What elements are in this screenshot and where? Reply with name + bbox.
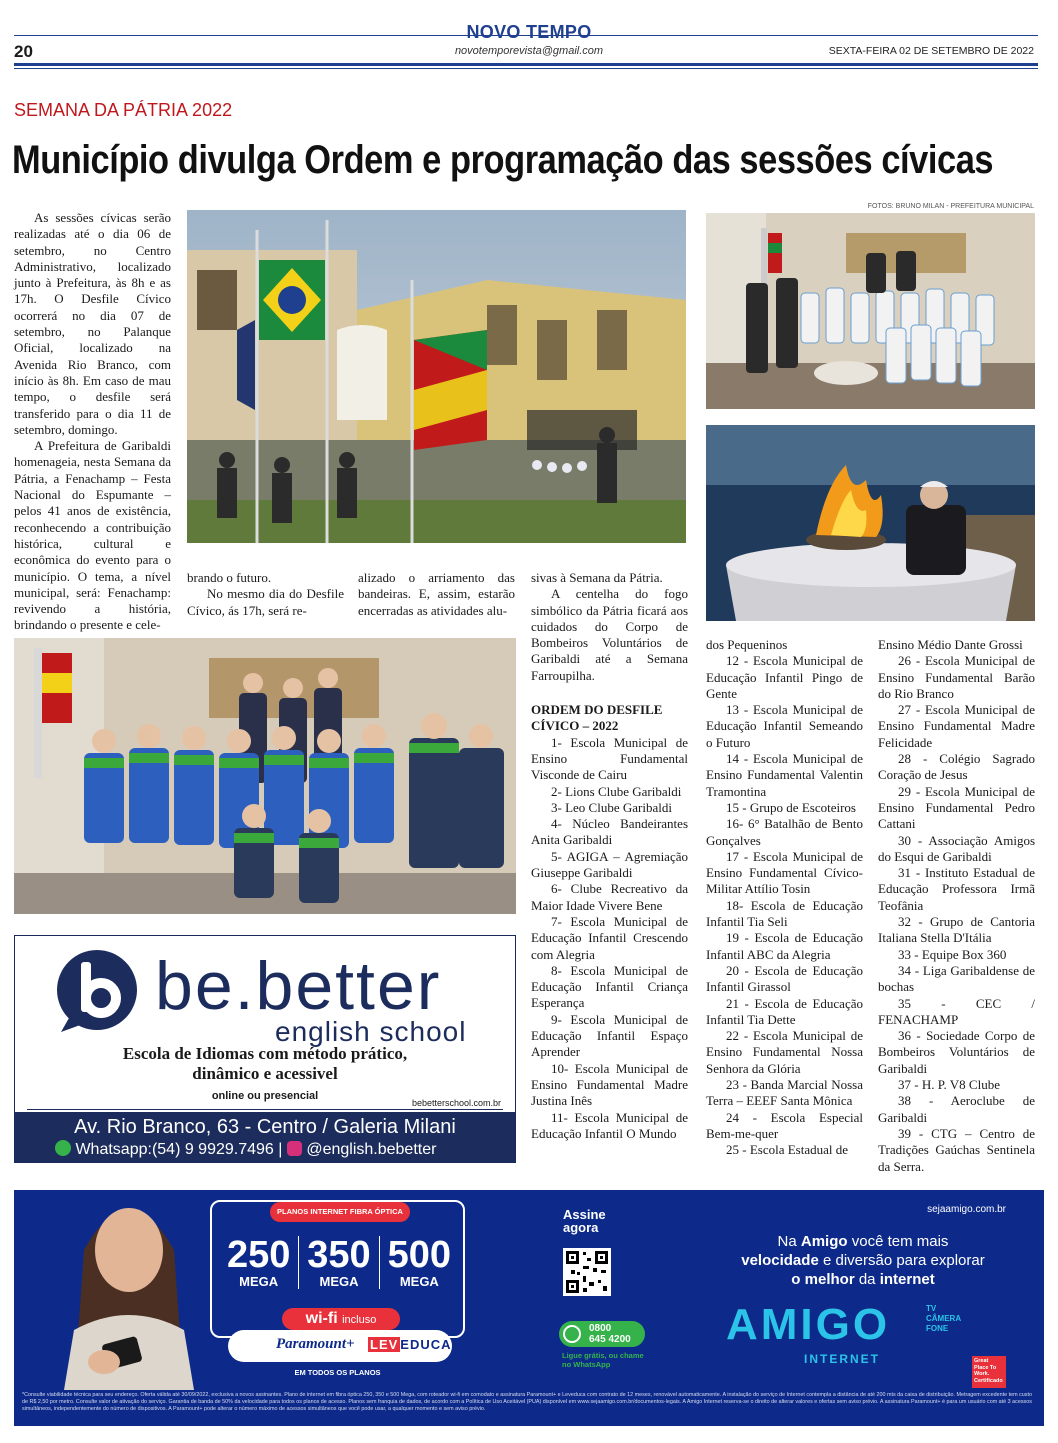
parade-list-item: 21 - Escola de Educação Infantil Tia Dette [706,995,863,1027]
plan-speed: 500 [387,1234,452,1276]
promo-3a: o [791,1271,805,1288]
photo-children-group [706,213,1035,409]
phone-line-1: 0800 [589,1323,612,1334]
partners-pill [228,1330,452,1362]
parade-list-item: Ensino Médio Dante Grossi [878,637,1023,652]
bebetter-tagline [15,1044,515,1084]
wifi-badge [282,1308,400,1330]
parade-list-item: 17 - Escola Municipal de Ensino Fundamental Cívico-Militar Attílio Tosin [706,848,863,897]
phone-line-2: 645 4200 [589,1334,631,1345]
promo-2a: velocidade [741,1252,819,1269]
wifi-suffix: incluso [342,1314,377,1326]
parade-list-item: 31 - Instituto Estadual de Educação Professora Irmã Teofânia [878,865,1035,913]
paragraph: No mesmo dia do Desfile Cívico, ás 17h, será re- [187,586,344,618]
section-kicker: SEMANA DA PÁTRIA 2022 [14,100,233,120]
partner-paramount: Paramount+ [276,1336,355,1352]
parade-list-item: 11- Escola Municipal de Educação Infantil O Mundo [531,1109,688,1141]
paragraph: As sessões cívicas serão realizadas até o dia 06 de setembro, no Centro Administrativo, localizado junto à Prefeitura, às 8h e as 17h. O Desfile Cívico ocorrerá no dia 07 de setembro, no Palanque Oficial, localizado na Avenida Rio Branco, com início às 8h. Em caso de mau tempo, o desfile será transferido para o dia 11 de setembro, domingo. [14,210,171,437]
list-title: ORDEM DO DESFILE CÍVICO – 2022 [531,702,663,734]
masthead-rule-thin [14,68,1038,69]
tagline-line-1: Escola de Idiomas com método prático, [122,1044,408,1063]
parade-list-item: 14 - Escola Municipal de Ensino Fundamental Valentin Tramontina [706,751,863,799]
bebetter-subtitle: english school [275,1016,467,1047]
promo-1b: Amigo [800,1233,848,1250]
plan-speed: 250 [226,1234,291,1276]
paragraph: sivas à Semana da Pátria. [531,570,663,585]
assine-line-2: agora [563,1220,599,1235]
promo-3b: melhor [804,1271,855,1288]
whatsapp-icon [55,1140,71,1156]
separator: | [278,1141,287,1158]
parade-list-item: 6- Clube Recreativo da Maior Idade Vivere Bene [531,881,688,913]
parade-list-item: 34 - Liga Garibaldense de bochas [878,962,1035,995]
service-tv: TV [926,1304,937,1313]
parade-list-item: 4- Núcleo Bandeirantes Anita Garibaldi [531,816,688,848]
plan-unit: MEGA [319,1274,359,1289]
parade-list-item: 25 - Escola Estadual de [726,1142,849,1158]
parade-list-part-1 [531,735,688,1142]
plans-label: PLANOS INTERNET FIBRA ÓPTICA [270,1202,410,1222]
bebetter-logo-icon [51,946,151,1034]
plan-unit: MEGA [239,1274,279,1289]
service-camera: CÂMERA [926,1314,962,1323]
parade-list-item: 12 - Escola Municipal de Educação Infantil Pingo de Gente [706,653,863,701]
publication-email[interactable]: novotemporevista@gmail.com [454,45,604,57]
article-column-1 [14,210,171,634]
qr-code-icon[interactable] [563,1248,611,1296]
all-plans-note: EM TODOS OS PLANOS [294,1368,381,1377]
parade-list-item: 3- Leo Clube Garibaldi [551,799,672,815]
parade-list-item: 15 - Grupo de Escoteiros [726,799,856,815]
woman-with-phone-illustration [44,1190,214,1390]
parade-list-item: 9- Escola Municipal de Educação Infantil Espaço Aprender [531,1011,688,1060]
parade-list-item: 7- Escola Municipal de Educação Infantil Crescendo com Alegria [531,913,688,962]
bebetter-instagram[interactable]: @english.bebetter [306,1141,437,1158]
bebetter-whatsapp[interactable]: Whatsapp:(54) 9 9929.7496 [75,1141,274,1158]
parade-list-item: 33 - Equipe Box 360 [898,946,1007,962]
phone-pill[interactable] [559,1321,645,1347]
parade-list-item: 37 - H. P. V8 Clube [898,1077,1000,1093]
parade-list-item: 29 - Escola Municipal de Ensino Fundamental Pedro Cattani [878,783,1035,832]
promo-2b: e diversão para explorar [818,1252,985,1269]
parade-list-item: 39 - CTG – Centro de Tradições Gaúchas Sentinela da Serra. [878,1125,1035,1174]
parade-list-item: 1- Escola Municipal de Ensino Fundamental Visconde de Cairu [531,734,688,783]
promo-3c: da [854,1271,880,1288]
parade-list-item: 24 - Escola Especial Bem-me-quer [706,1109,863,1141]
parade-list-item: 26 - Escola Municipal de Ensino Fundamental Barão do Rio Branco [878,653,1035,701]
bebetter-contact-bar [15,1112,515,1162]
partner-leveduca [368,1337,452,1352]
bebetter-divider [27,1109,503,1110]
students-capes-illustration [14,638,516,914]
amigo-promo [708,1232,1018,1289]
plan-speed: 350 [307,1234,371,1276]
promo-line-1 [708,1232,1018,1251]
amigo-logo: AMIGO [726,1300,891,1349]
phone-note: Ligue grátis, ou chame no WhatsApp [562,1351,644,1369]
article-column-6 [878,637,1035,1175]
leveduca-b: EDUCA [400,1337,452,1352]
flag-ceremony-illustration [187,210,686,543]
parade-list-item: 20 - Escola de Educação Infantil Girassol [706,962,863,995]
instagram-icon [287,1141,302,1156]
parade-list-item: 19 - Escola de Educação Infantil ABC da Alegria [706,930,863,962]
service-fone: FONE [926,1324,949,1333]
promo-1c: você tem mais [847,1233,949,1250]
ad-amigo-internet[interactable] [14,1190,1044,1390]
amigo-logo-sub: INTERNET [804,1352,880,1366]
parade-list-item: 2- Lions Clube Garibaldi [551,783,682,799]
parade-list-item: 32 - Grupo de Cantoria Italiana Stella D'Itália [878,914,1035,946]
article-column-2 [187,570,344,619]
plan-250[interactable] [219,1236,299,1289]
amigo-services [926,1304,961,1334]
tagline-line-2: dinâmico e acessivel [192,1064,338,1083]
parade-list-item: 18- Escola de Educação Infantil Tia Seli [706,897,863,930]
parade-list-item: 35 - CEC / FENACHAMP [878,995,1035,1027]
publication-date: SEXTA-FEIRA 02 DE SETEMBRO DE 2022 [828,45,1034,57]
parade-list-item: 10- Escola Municipal de Ensino Fundamental Madre Justina Inês [531,1060,688,1109]
assine-agora[interactable] [563,1208,606,1234]
parade-list-item: 8- Escola Municipal de Educação Infantil Criança Esperança [531,962,688,1011]
article-column-5 [706,637,863,1159]
parade-list-item: 36 - Sociedade Corpo de Bombeiros Voluntários de Garibaldi [878,1028,1035,1076]
parade-list-item: 23 - Banda Marcial Nossa Terra – EEEF Santa Mônica [706,1077,863,1109]
promo-1a: Na [777,1233,801,1250]
bebetter-address: Av. Rio Branco, 63 - Centro / Galeria Milani [74,1116,456,1138]
wifi-label: wi-fi [305,1310,338,1327]
parade-list-part-3 [878,637,1035,1175]
plan-unit: MEGA [399,1274,439,1289]
plans-row [219,1236,459,1289]
masthead-rule-thick [14,63,1038,66]
article-column-3 [358,570,515,619]
children-group-illustration [706,213,1035,409]
promo-3d: internet [879,1271,935,1288]
assine-line-1: Assine [563,1207,606,1222]
paragraph: brando o futuro. [187,570,272,585]
amigo-disclaimer: *Consulte viabilidade técnica para seu endereço. Oferta válida até 30/09/2022, exclusiva a novos assinantes. Plano de internet em fibra óptica 250, 350 e 500 Mega, com roteador wi-fi em comodato e assinatura Paramount+ e Leveduca com contrato de 12 meses, renovável automaticamente. A instalação do serviço de Internet contempla a distância de até 200 mts da caixa de distribuição. Metragem excedente tem custo de R$ 2,50 por metro. Consulte valor de ativação do serviço. Garantia de banda de 50% da velocidade para todos os planos de acesso. Planos sem franquia de dados, de acordo com a Política de Uso Aceitável (PUA) disponível em www.sejaamigo.com.br/documentos-legais. A Amigo Internet reserva-se o direito de alterar valores e ofertas sem aviso prévio. A assinatura Paramount+ é para um usuário com até 3 acessos simultâneos, independentemente do número de dispositivos. A Paramount+ pode alterar o número máximo de acessos simultâneos que você pode usar, a qualquer momento e sem aviso prévio. [14,1390,1044,1426]
publication-name: NOVO TEMPO [466,22,592,42]
promo-line-2 [708,1251,1018,1270]
parade-list-part-2 [706,637,863,1159]
gptw-badge: Great Place To Work. Certificado [972,1356,1006,1388]
headline: Município divulga Ordem e programação das sessões cívicas [12,138,994,182]
plan-350[interactable] [299,1236,379,1289]
photo-credit: FOTOS: BRUNO MILAN - PREFEITURA MUNICIPAL [867,203,1034,210]
photo-flag-ceremony [187,210,686,543]
parade-list-item: 16- 6° Batalhão de Bento Gonçalves [706,816,863,848]
photo-symbolic-fire [706,425,1035,621]
parade-list-item: 30 - Associação Amigos do Esqui de Garibaldi [878,832,1035,864]
photo-students-capes [14,638,516,914]
amigo-site[interactable]: sejaamigo.com.br [927,1204,1006,1215]
bebetter-social-row [55,1140,436,1159]
leveduca-a: LEV [370,1337,399,1352]
parade-list-item: 27 - Escola Municipal de Ensino Fundamental Madre Felicidade [878,702,1035,750]
bebetter-brand: be.better [155,948,442,1024]
paragraph: A centelha do fogo simbólico da Pátria ficará aos cuidados do Corpo de Bombeiros Voluntários de Garibaldi até a Semana Farroupilha. [531,586,688,683]
parade-list-item: 5- AGIGA – Agremiação Giuseppe Garibaldi [531,848,688,881]
article-column-4 [531,570,688,1142]
bebetter-mode: online ou presencial [211,1090,319,1102]
bebetter-site[interactable]: bebetterschool.com.br [411,1098,501,1108]
page-number: 20 [14,42,33,61]
symbolic-fire-illustration [706,425,1035,621]
parade-list-item: dos Pequeninos [706,637,788,652]
parade-list-item: 28 - Colégio Sagrado Coração de Jesus [878,751,1035,783]
parade-list-item: 13 - Escola Municipal de Educação Infantil Semeando o Futuro [706,702,863,750]
parade-list-item: 22 - Escola Municipal de Ensino Fundamental Nossa Senhora da Glória [706,1028,863,1076]
ad-bebetter[interactable] [14,935,516,1163]
promo-line-3 [708,1270,1018,1289]
paragraph: A Prefeitura de Garibaldi homenageia, nesta Semana da Pátria, a Fenachamp – Festa Nacional do Espumante – pelos 41 anos de existência, reconhecendo a contribuição histórica, cultural e econômica do evento para o município. O tema, a nível municipal, será: Fenachamp: revivendo a história, brindando o presente e cele- [14,438,171,633]
parade-list-item: 38 - Aeroclube de Garibaldi [878,1093,1035,1125]
plan-500[interactable] [380,1236,459,1289]
paragraph: alizado o arriamento das bandeiras. E, assim, estarão encerradas as atividades alu- [358,570,515,618]
whatsapp-icon [563,1325,581,1343]
